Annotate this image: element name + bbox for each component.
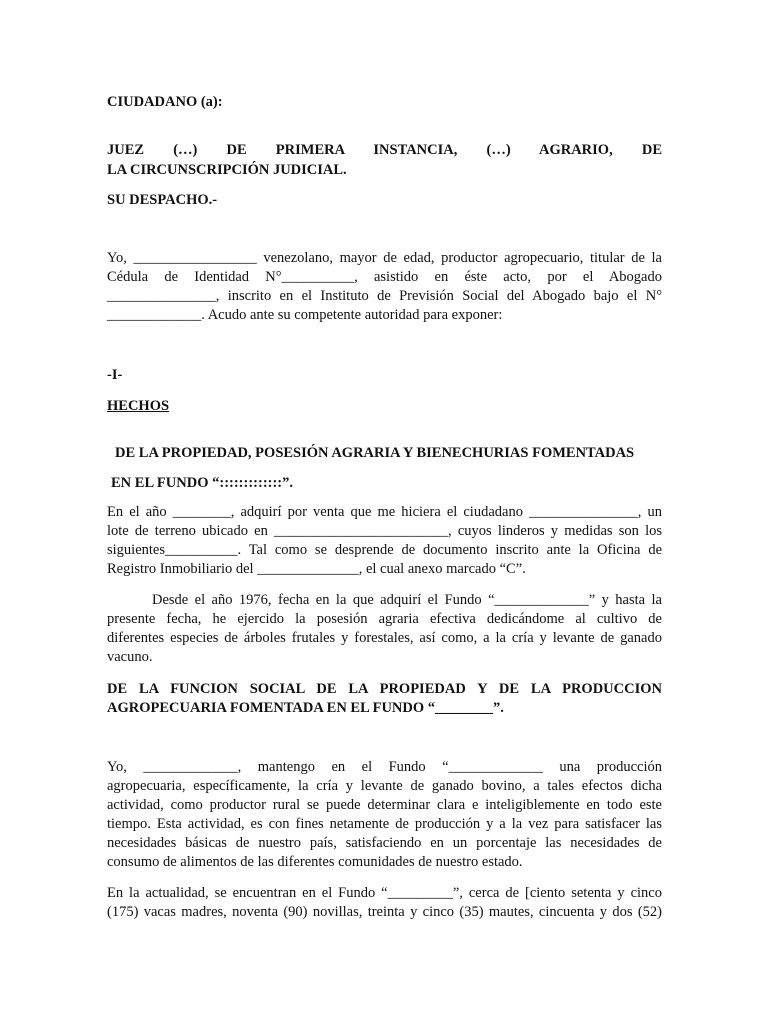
intro-line: _____________. Acudo ante su competente autoridad para exponer:: [107, 307, 503, 323]
despacho: SU DESPACHO.-: [107, 192, 218, 208]
paragraph-line: necesidades básicas de nuestro país, satisfaciendo en un porcentaje las necesidades de: [107, 835, 662, 851]
intro-line: Cédula de Identidad N°__________, asistido en éste acto, por el Abogado: [107, 269, 662, 285]
intro-line: _______________, inscrito en el Instituto de Previsión Social del Abogado bajo el N°: [107, 288, 662, 304]
paragraph-line: Desde el año 1976, fecha en la que adquirí el Fundo “_____________” y hasta la: [152, 592, 662, 608]
paragraph-line: En la actualidad, se encuentran en el Fundo “_________”, cerca de [ciento setenta y cinco: [107, 885, 662, 901]
paragraph-line: Registro Inmobiliario del ______________, el cual anexo marcado “C”.: [107, 561, 526, 577]
paragraph-line: vacuno.: [107, 649, 153, 665]
subtitle-2-line-1: DE LA FUNCION SOCIAL DE LA PROPIEDAD Y DE LA PRODUCCION: [107, 681, 662, 697]
paragraph-line: (175) vacas madres, noventa (90) novillas, treinta y cinco (35) mautes, cincuenta y dos (52): [107, 904, 662, 920]
paragraph-line: presente fecha, he ejercido la posesión agraria efectiva dedicándome al cultivo de: [107, 611, 662, 627]
paragraph-line: agropecuaria, específicamente, la cría y levante de ganado bovino, a tales efectos dicha: [107, 778, 662, 794]
paragraph-line: lote de terreno ubicado en ________________________, cuyos linderos y medidas son los: [107, 523, 662, 539]
subtitle-1-line-1: DE LA PROPIEDAD, POSESIÓN AGRARIA Y BIENECHURIAS FOMENTADAS: [115, 445, 635, 461]
court-line-2: LA CIRCUNSCRIPCIÓN JUDICIAL.: [107, 162, 347, 178]
intro-line: Yo, _________________ venezolano, mayor de edad, productor agropecuario, titular de la: [107, 250, 662, 266]
court-line-1: JUEZ (…) DE PRIMERA INSTANCIA, (…) AGRARIO, DE: [107, 142, 662, 158]
paragraph-line: diferentes especies de árboles frutales y forestales, así como, a la cría y levante de ganado: [107, 630, 662, 646]
paragraph-line: consumo de alimentos de las diferentes comunidades de nuestro estado.: [107, 854, 523, 870]
paragraph-line: siguientes__________. Tal como se desprende de documento inscrito ante la Oficina de: [107, 542, 662, 558]
addressee: CIUDADANO (a):: [107, 94, 223, 110]
subtitle-1-line-2: EN EL FUNDO “:::::::::::::”.: [111, 475, 294, 491]
section-title: HECHOS: [107, 398, 170, 414]
section-number: -I-: [107, 367, 123, 383]
paragraph-line: tiempo. Esta actividad, es con fines netamente de producción y a la vez para satisfacer las: [107, 816, 662, 832]
paragraph-line: En el año ________, adquirí por venta que me hiciera el ciudadano _______________, un: [107, 504, 662, 520]
paragraph-line: Yo, _____________, mantengo en el Fundo “_____________ una producción: [107, 759, 662, 775]
paragraph-line: actividad, como productor rural se puede determinar clara e inteligiblemente en todo este: [107, 797, 662, 813]
subtitle-2-line-2: AGROPECUARIA FOMENTADA EN EL FUNDO “________”.: [107, 700, 504, 716]
